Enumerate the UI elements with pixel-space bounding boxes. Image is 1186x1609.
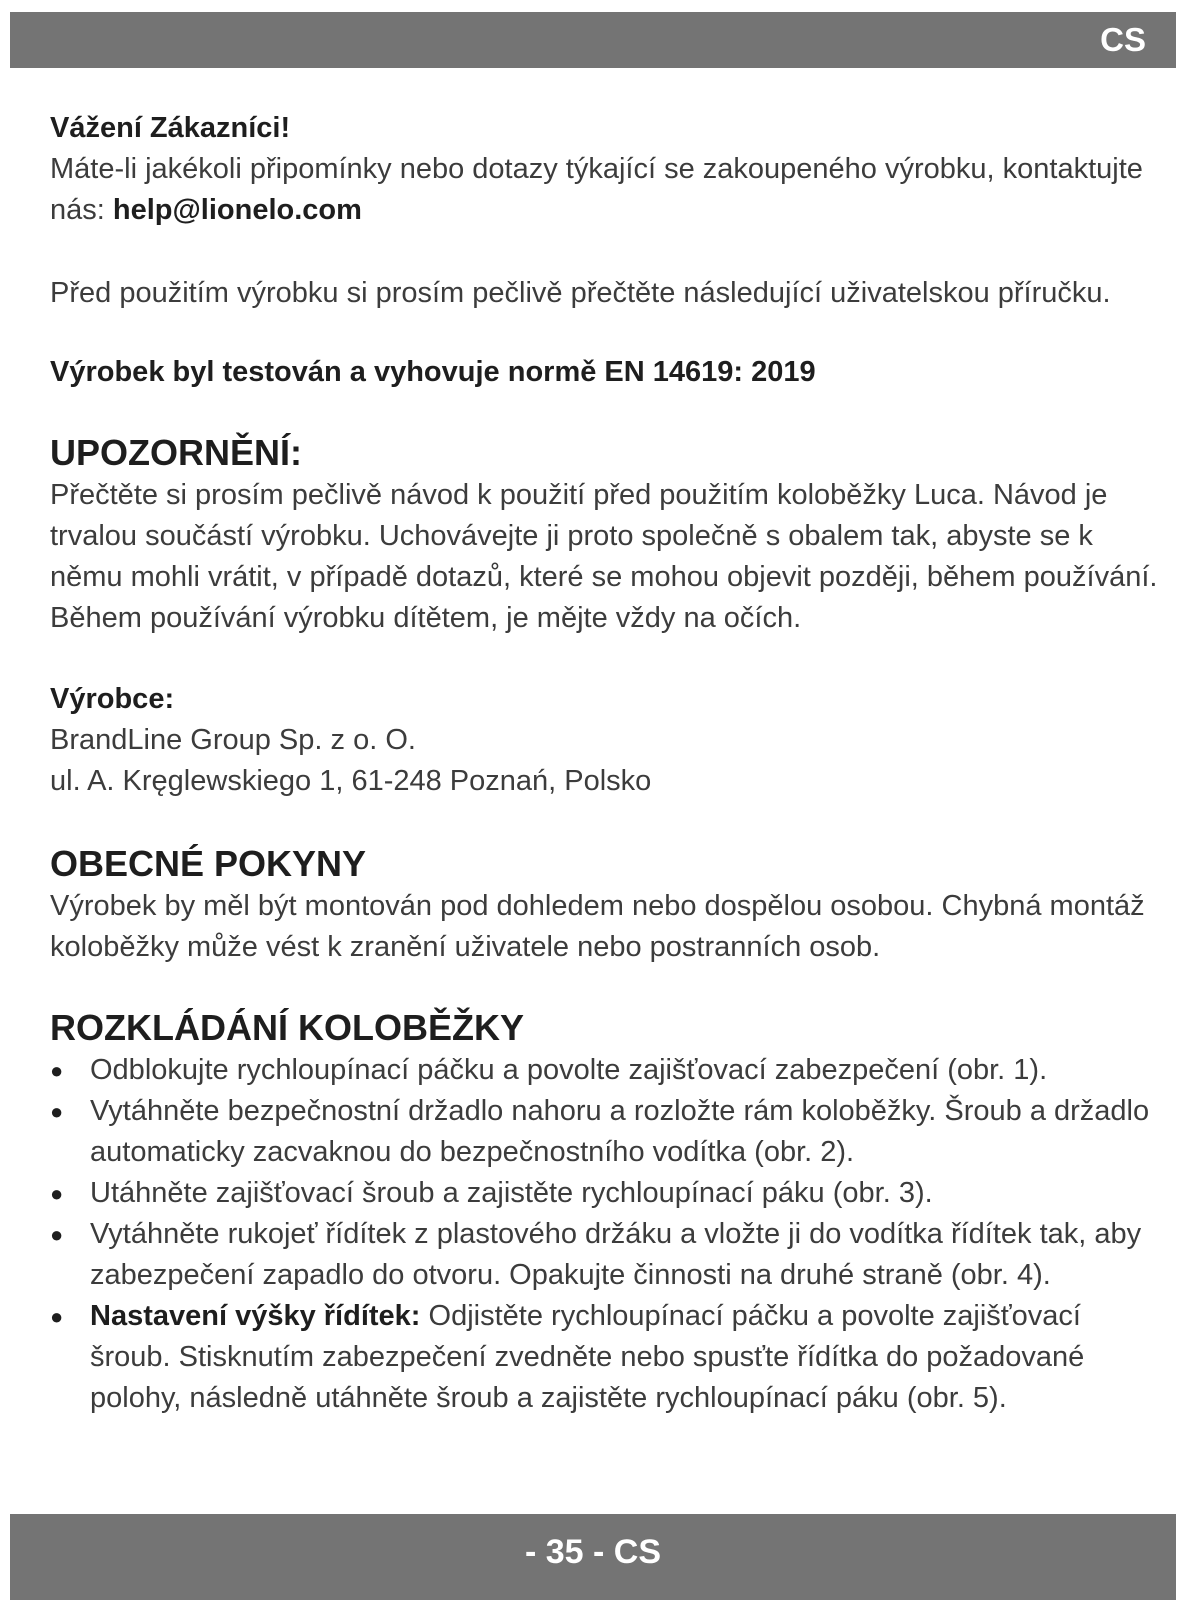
language-code: CS [1100,21,1146,58]
norm-statement: Výrobek byl testován a vyhovuje normě EN 14619: 2019 [50,356,816,388]
footer-bar [10,1514,1176,1600]
greeting-text [50,149,1160,231]
contact-email-link[interactable]: help@lionelo.com [112,194,362,226]
step-item: ● Vytáhněte rukojeť řídítek z plastového držáku a vložte ji do vodítka řídítek tak, aby zabezpečení zapadlo do otvoru. Opakujte činnosti na druhé straně (obr. 4). [50,1214,1160,1296]
step-item: ● Utáhněte zajišťovací šroub a zajistěte rychloupínací páku (obr. 3). [50,1173,1160,1214]
manufacturer-company: BrandLine Group Sp. z o. O. [50,724,416,756]
header-bar [10,12,1176,68]
unfolding-heading: ROZKLÁDÁNÍ KOLOBĚŽKY [50,1007,524,1048]
warning-heading: UPOZORNĚNÍ: [50,432,302,473]
manufacturer-label: Výrobce: [50,683,175,715]
general-text: Výrobek by měl být montován pod dohledem nebo dospělou osobou. Chybná montáž koloběžky může vést k zranění uživatele nebo postranních osob. [50,890,1145,963]
greeting-title: Vážení Zákazníci! [50,112,291,144]
height-step-text: Odjistěte rychloupínací páčku a povolte zajišťovací šroub. Stisknutím zabezpečení zvedněte nebo spusťte řídítka do požadované polohy, následně utáhněte šroub a zajistěte rychloupínací páku (obr. 5). [90,1300,1085,1414]
manufacturer-address: ul. A. Kręglewskiego 1, 61-248 Poznań, Polsko [50,765,652,797]
step-item: ● Vytáhněte bezpečnostní držadlo nahoru a rozložte rám koloběžky. Šroub a držadlo automaticky zacvaknou do bezpečnostního vodítka (obr. 2). [50,1091,1160,1173]
intro-text: Před použitím výrobku si prosím pečlivě přečtěte následující uživatelskou příručku. [50,277,1111,309]
page-content [50,108,1160,1419]
step-item-height [50,1296,1160,1419]
warning-text: Přečtěte si prosím pečlivě návod k použití před použitím koloběžky Luca. Návod je trvalou součástí výrobku. Uchovávejte ji proto společně s obalem tak, abyste se k němu mohli vrátit, v případě dotazů, které se mohou objevit později, během používání. Během používání výrobku dítětem, je mějte vždy na očích. [50,479,1158,634]
unfolding-steps [50,1050,1160,1419]
step-item: ● Odblokujte rychloupínací páčku a povolte zajišťovací zabezpečení (obr. 1). [50,1050,1160,1091]
height-step-label: Nastavení výšky řídítek: [90,1300,421,1332]
general-heading: OBECNÉ POKYNY [50,843,367,884]
page-number: - 35 - CS [524,1533,662,1571]
greeting-body: Máte-li jakékoli připomínky nebo dotazy týkající se zakoupeného výrobku, kontaktujte nás: [50,153,1143,226]
